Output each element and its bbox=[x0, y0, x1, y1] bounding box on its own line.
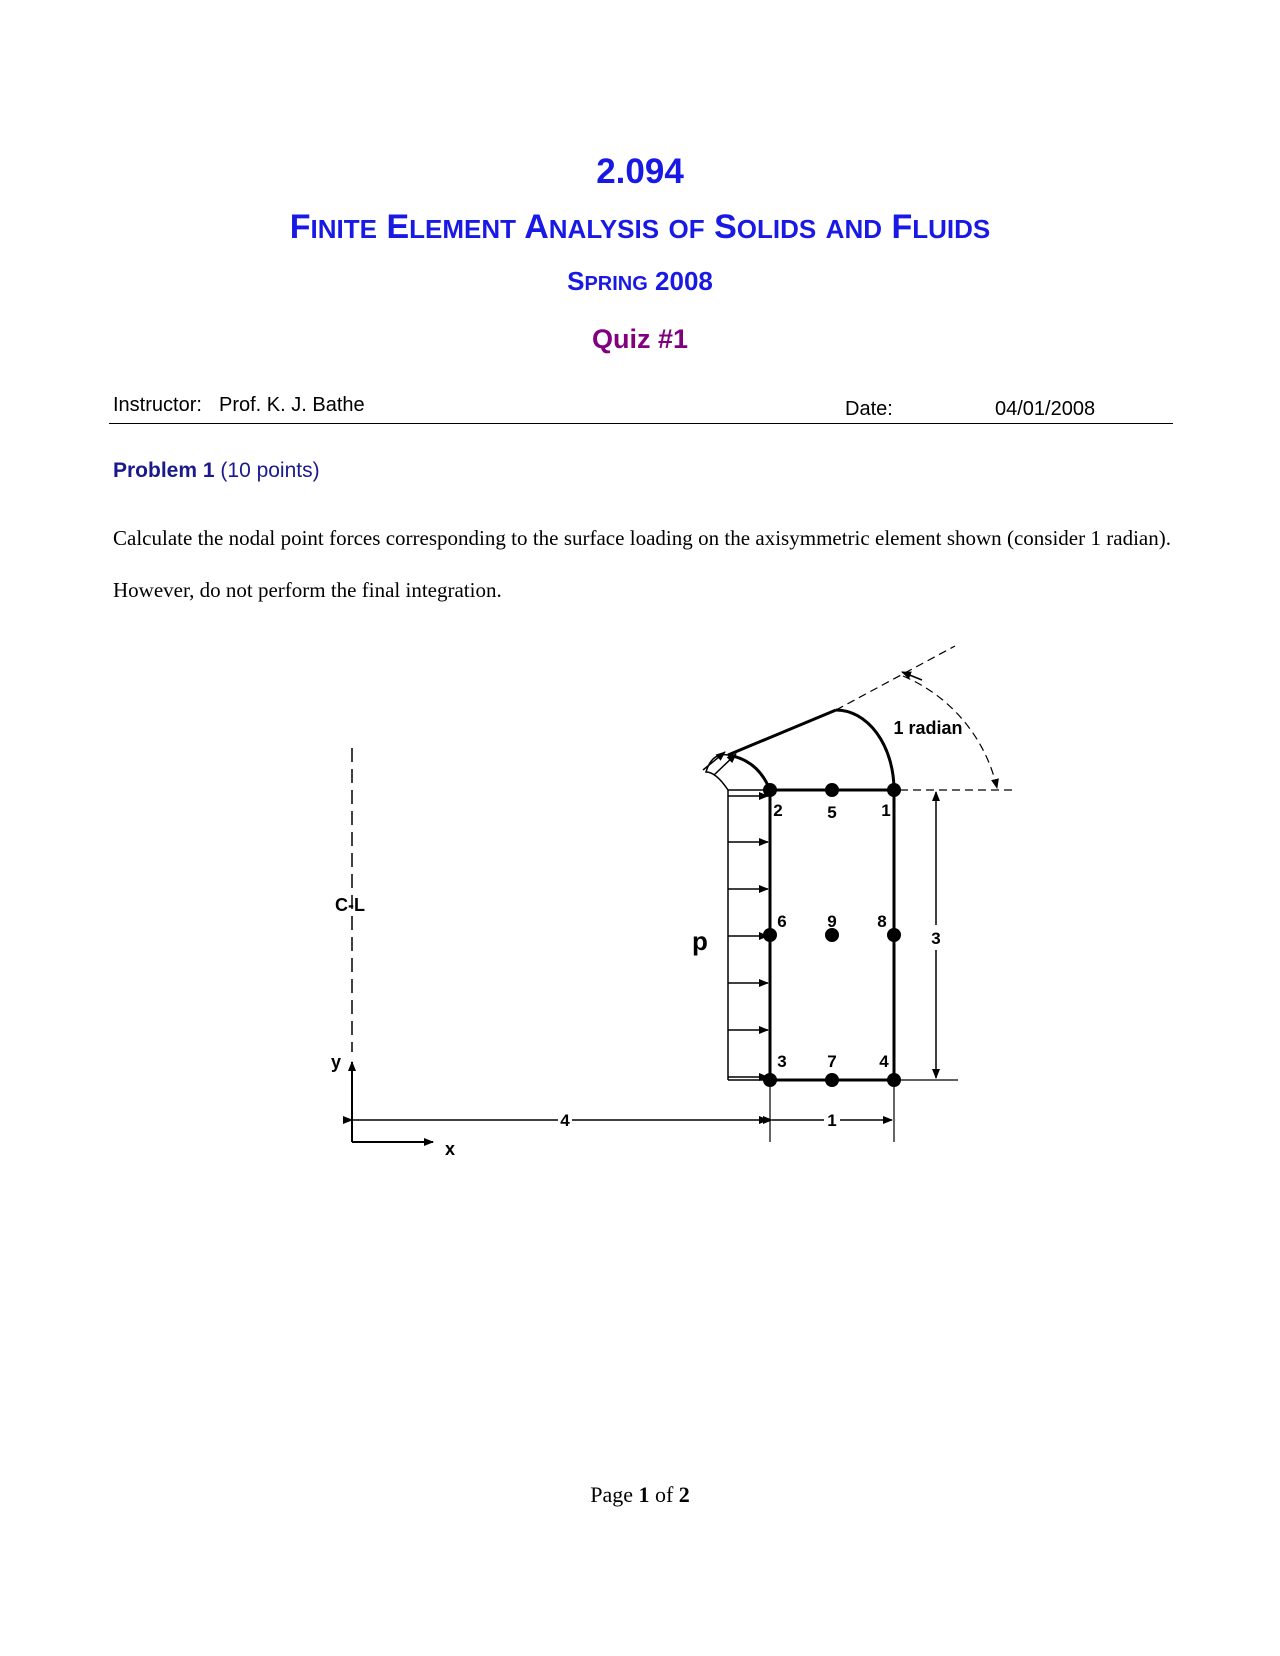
dim-width-label: 1 bbox=[827, 1111, 837, 1130]
problem-title: Problem 1 bbox=[113, 459, 215, 482]
problem-text: Calculate the nodal point forces corresponding to the surface loading on the axisymmetric element shown (consider 1 radian). However, do not perform the final integration. bbox=[113, 526, 1171, 602]
x-axis-label: x bbox=[444, 1139, 456, 1159]
course-title: FINITE ELEMENT ANALYSIS OF SOLIDS AND FLUIDS bbox=[289, 208, 991, 246]
instructor-name: Prof. K. J. Bathe bbox=[219, 394, 365, 416]
node-label-6: 6 bbox=[777, 912, 787, 931]
instructor-label: Instructor: bbox=[113, 394, 202, 416]
date-label: Date: bbox=[845, 398, 893, 420]
page-footer: Page 1 of 2 bbox=[590, 1482, 690, 1507]
swept-outer-edge bbox=[836, 710, 894, 790]
node-label-8: 8 bbox=[877, 912, 887, 931]
angle-label: 1 radian bbox=[893, 718, 963, 738]
problem-points: (10 points) bbox=[220, 459, 320, 482]
node-6 bbox=[763, 928, 777, 942]
node-label-1: 1 bbox=[881, 801, 891, 820]
node-3 bbox=[763, 1073, 777, 1087]
node-label-7: 7 bbox=[827, 1052, 837, 1071]
node-2 bbox=[763, 783, 777, 797]
dim-radius-label: 4 bbox=[560, 1111, 570, 1130]
date-value: 04/01/2008 bbox=[995, 398, 1096, 420]
node-label-2: 2 bbox=[773, 801, 783, 820]
node-1 bbox=[887, 783, 901, 797]
node-label-9: 9 bbox=[827, 912, 837, 931]
y-axis-label: y bbox=[330, 1052, 342, 1072]
node-label-5: 5 bbox=[827, 803, 837, 822]
dim-height-label: 3 bbox=[931, 929, 941, 948]
node-7 bbox=[825, 1073, 839, 1087]
node-4 bbox=[887, 1073, 901, 1087]
node-5 bbox=[825, 783, 839, 797]
term: SPRING 2008 bbox=[567, 266, 713, 296]
node-label-4: 4 bbox=[879, 1052, 889, 1071]
quiz-title: Quiz #1 bbox=[591, 324, 689, 354]
course-number: 2.094 bbox=[596, 152, 684, 191]
node-8 bbox=[887, 928, 901, 942]
centerline-label: C-L bbox=[335, 895, 365, 915]
node-label-3: 3 bbox=[777, 1052, 787, 1071]
swept-inner-edge bbox=[728, 755, 770, 790]
load-label: p bbox=[692, 926, 708, 956]
